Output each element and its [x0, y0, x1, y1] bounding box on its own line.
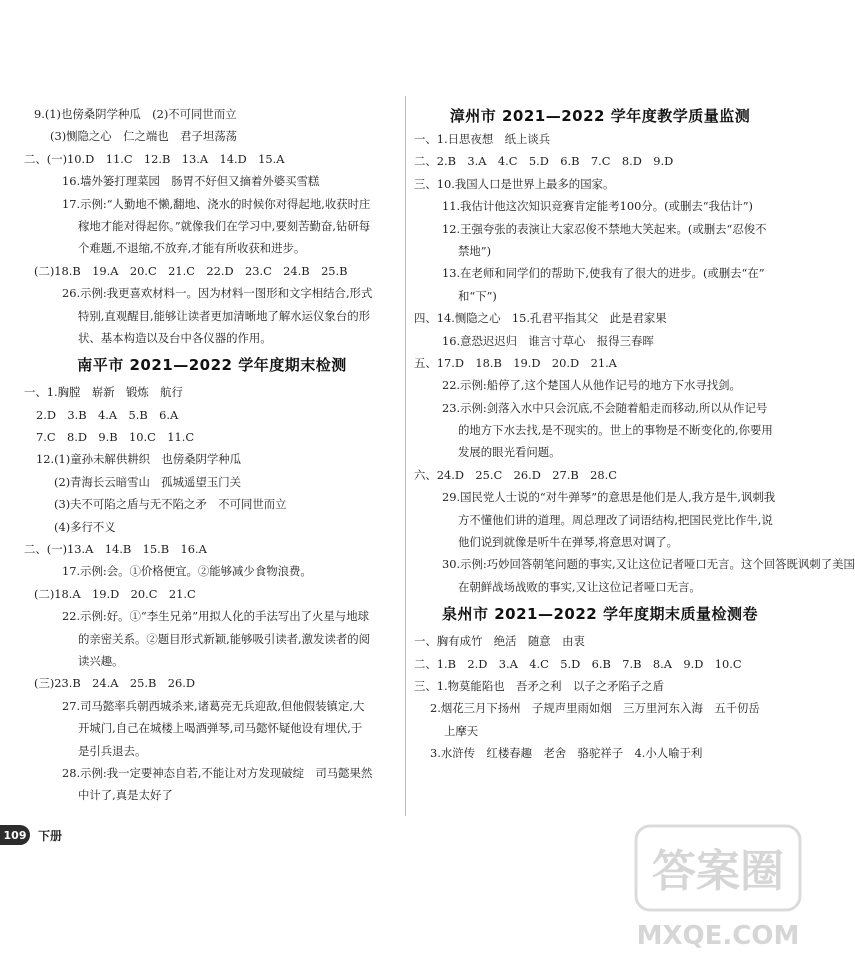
- answer-line: (3)恻隐之心 仁之端也 君子坦荡荡: [50, 129, 237, 144]
- answer-line: 二、2.B 3.A 4.C 5.D 6.B 7.C 8.D 9.D: [414, 154, 674, 169]
- answer-line: (3)夫不可陷之盾与无不陷之矛 不可同世而立: [54, 497, 287, 512]
- answer-line: (2)青海长云暗雪山 孤城遥望玉门关: [54, 474, 241, 489]
- answer-line: 9.(1)也傍桑阴学种瓜 (2)不可同世而立: [34, 107, 237, 121]
- answer-line: 方不懂他们讲的道理。周总理改了词语结构,把国民党比作牛,说: [458, 512, 773, 527]
- answer-line: 状、基本构造以及台中各仪器的作用。: [78, 330, 272, 345]
- answer-line: 个难题,不退缩,不放弃,才能有所收获和进步。: [78, 241, 306, 256]
- answer-line: 2.烟花三月下扬州 子规声里雨如烟 三万里河东入海 五千仞岳: [430, 701, 760, 716]
- volume-label: 下册: [38, 828, 63, 843]
- answer-line: 16.墙外篓打理菜园 肠胃不好但又摘着外婆买雪糕: [62, 174, 320, 189]
- answer-line: 30.示例:巧妙回答朝笔问题的事实,又让这位记者哑口无言。这个回答既讽刺了美国: [442, 557, 855, 572]
- answer-line: 的亲密关系。②题目形式新颖,能够吸引读者,激发读者的阅: [78, 631, 371, 646]
- answer-line: 二、1.B 2.D 3.A 4.C 5.D 6.B 7.B 8.A 9.D 10.C: [414, 656, 742, 671]
- answer-line: 在朝鲜战场战败的事实,又让这位记者哑口无言。: [458, 579, 701, 594]
- answer-line: 六、24.D 25.C 26.D 27.B 28.C: [414, 467, 617, 482]
- answer-line: 2.D 3.B 4.A 5.B 6.A: [36, 407, 179, 422]
- answer-line: 三、10.我国人口是世界上最多的国家。: [414, 176, 615, 191]
- answer-line: 22.示例:好。①“李生兄弟”用拟人化的手法写出了火星与地球: [62, 609, 369, 624]
- answer-line: 禁地”): [458, 243, 492, 258]
- answer-line: 17.示例:“人勤地不懒,翻地、浇水的时候你对得起地,收获时庄: [62, 196, 371, 211]
- answer-line: (二)18.A 19.D 20.C 21.C: [34, 586, 196, 601]
- section-heading-zhangzhou: 漳州市 2021—2022 学年度教学质量监测: [449, 107, 751, 125]
- section-heading-nanping: 南平市 2021—2022 学年度期末检测: [77, 356, 347, 375]
- column-divider: [405, 96, 406, 816]
- answer-line: (二)18.B 19.A 20.C 21.C 22.D 23.C 24.B 25.B: [34, 263, 348, 278]
- answer-line: 29.国民党人士说的“对牛弹琴”的意思是他们是人,我方是牛,讽刺我: [442, 490, 776, 505]
- left-answers-top: [24, 103, 400, 349]
- page-number-badge: 109: [0, 825, 30, 845]
- answer-line: (三)23.B 24.A 25.B 26.D: [34, 676, 196, 691]
- answer-line: 26.示例:我更喜欢材料一。因为材料一图形和文字相结合,形式: [62, 286, 373, 301]
- answer-line: 27.司马懿率兵朝西城杀来,诸葛亮无兵迎敌,但他假装镇定,大: [62, 698, 365, 713]
- answer-line: 的地方下水去找,是不现实的。世上的事物是不断变化的,你要用: [458, 423, 773, 438]
- right-answers-zhangzhou: [414, 128, 855, 598]
- watermark-logo-icon: [632, 820, 804, 956]
- answer-line: 上摩天: [444, 723, 479, 738]
- answer-line: 发展的眼光看问题。: [458, 445, 561, 460]
- answer-line: 一、1.日思夜想 纸上谈兵: [414, 132, 551, 146]
- answer-line: 特别,直观醒目,能够让读者更加清晰地了解水运仪象台的形: [78, 308, 371, 323]
- answer-line: 3.水浒传 红楼春趣 老舍 骆驼祥子 4.小人喻于利: [430, 746, 703, 761]
- section-heading-quanzhou: 泉州市 2021—2022 学年度期末质量检测卷: [442, 605, 758, 624]
- answer-line: 13.在老师和同学们的帮助下,使我有了很大的进步。(或删去“在”: [442, 266, 765, 281]
- answer-line: 7.C 8.D 9.B 10.C 11.C: [36, 430, 195, 445]
- answer-line: 12.王强夸张的表演让大家忍俊不禁地大笑起来。(或删去“忍俊不: [442, 221, 767, 236]
- answer-line: 11.我估计他这次知识竞赛肯定能考100分。(或删去“我估计”): [442, 199, 753, 214]
- left-column: [24, 103, 400, 807]
- right-column: [414, 104, 855, 765]
- left-answers-bottom: [24, 381, 400, 806]
- watermark-site-text: MXQE.COM: [636, 921, 800, 951]
- answer-line: 三、1.物莫能陷也 吾矛之利 以子之矛陷子之盾: [414, 678, 665, 693]
- answer-line: 16.意恐迟迟归 谁言寸草心 报得三春晖: [442, 333, 654, 348]
- answer-line: 五、17.D 18.B 19.D 20.D 21.A: [414, 355, 617, 370]
- answer-line: 23.示例:剑落入水中只会沉底,不会随着船走而移动,所以从作记号: [442, 400, 768, 415]
- answer-line: 一、胸有成竹 绝活 随意 由衷: [414, 634, 585, 649]
- answer-line: 开城门,自己在城楼上喝酒弹琴,司马懿怀疑他设有埋伏,于: [78, 721, 363, 736]
- answer-line: 二、(一)13.A 14.B 15.B 16.A: [24, 542, 207, 557]
- answer-line: 一、1.胸膛 崭新 锻炼 航行: [24, 385, 183, 400]
- watermark-logo-text: 答案圈: [652, 846, 784, 897]
- answer-line: 读兴趣。: [78, 653, 124, 668]
- answer-line: 四、14.恻隐之心 15.孔君平指其父 此是君家果: [414, 311, 667, 326]
- answer-line: 稼地才能对得起你。”就像我们在学习中,要刻苦勤奋,钻研每: [78, 218, 371, 233]
- answer-line: 是引兵退去。: [78, 743, 147, 758]
- answer-line: 中计了,真是太好了: [78, 788, 173, 803]
- answer-line: 12.(1)童孙未解供耕织 也傍桑阴学种瓜: [36, 452, 242, 467]
- answer-line: 28.示例:我一定要神态自若,不能让对方发现破绽 司马懿果然: [62, 765, 373, 780]
- answer-line: 他们说到就像是听牛在弹琴,将意思对调了。: [458, 535, 679, 550]
- right-answers-quanzhou: [414, 630, 786, 764]
- answer-line: 二、(一)10.D 11.C 12.B 13.A 14.D 15.A: [24, 151, 285, 166]
- page-footer: [0, 824, 62, 846]
- answer-line: (4)多行不义: [54, 519, 116, 534]
- answer-line: 和“下”): [458, 288, 497, 303]
- answer-line: 17.示例:会。①价格便宜。②能够减少食物浪费。: [62, 564, 312, 579]
- answer-line: 22.示例:船停了,这个楚国人从他作记号的地方下水寻找剑。: [442, 378, 741, 393]
